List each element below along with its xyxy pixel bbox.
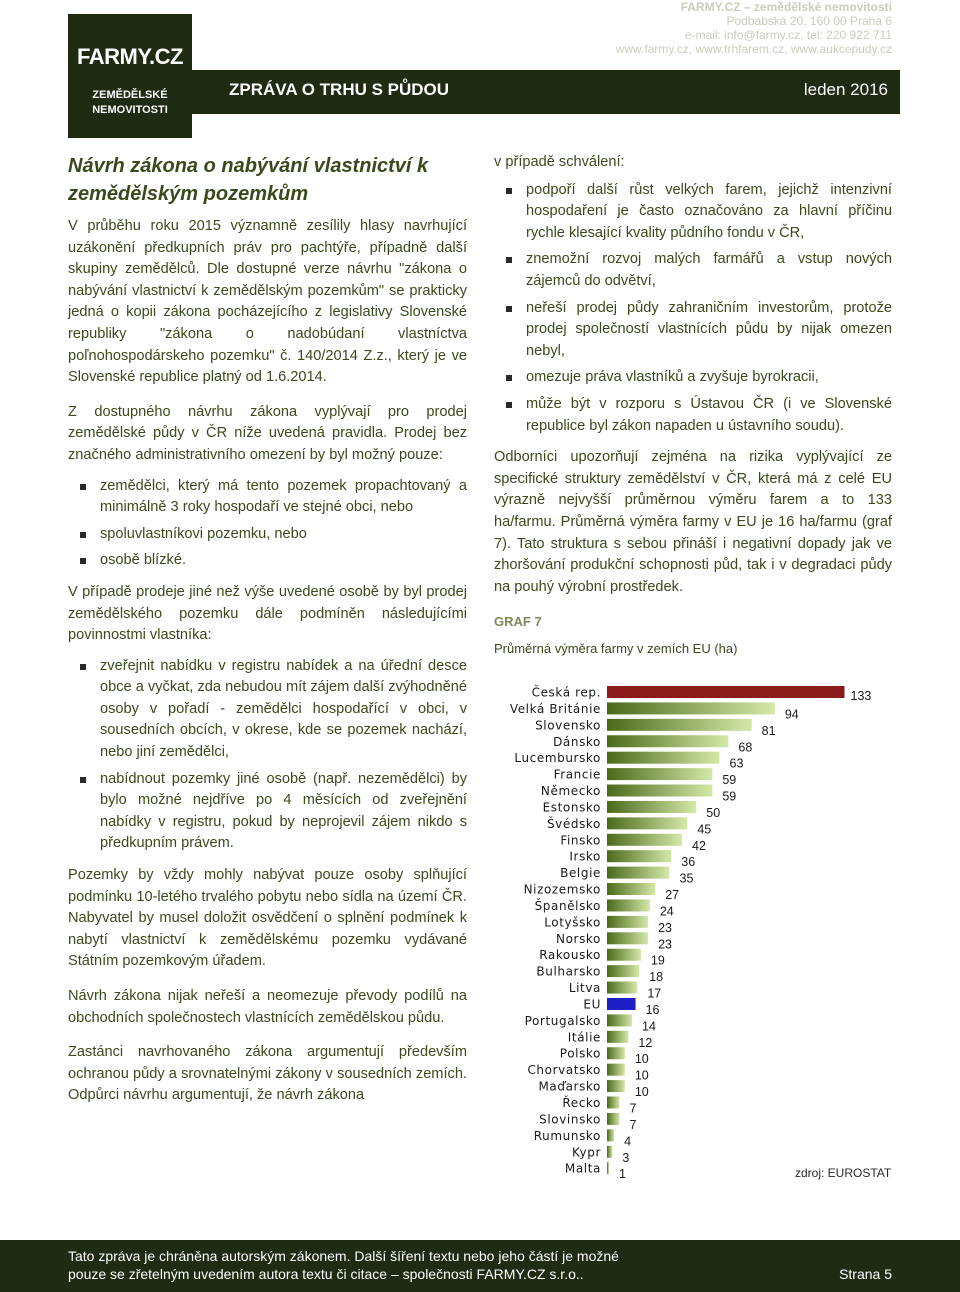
value-label: 10	[634, 1085, 649, 1100]
value-label: 7	[629, 1101, 637, 1116]
left-column	[68, 152, 467, 1120]
list-item: podpoří další růst velkých farem, jejichž intenzivní hospodaření je často označováno za hlavní příčinu rychle klesající kvality půdního fondu v ČR,	[494, 180, 892, 245]
category-label: Portugalsko	[524, 1013, 601, 1028]
category-label: Bulharsko	[536, 964, 601, 979]
category-label: Rumunsko	[533, 1128, 601, 1143]
bar	[607, 1162, 609, 1174]
category-label: Španělsko	[534, 898, 601, 913]
bar	[607, 785, 712, 797]
logo-sub-line-2: NEMOVITOSTI	[92, 104, 168, 116]
category-label: Belgie	[560, 866, 601, 881]
value-label: 94	[784, 707, 799, 722]
bar	[607, 1146, 612, 1158]
value-label: 133	[850, 689, 872, 703]
category-label: Řecko	[562, 1096, 601, 1110]
bar	[607, 1113, 620, 1125]
value-label: 18	[649, 970, 664, 985]
bar	[607, 1080, 625, 1092]
list-item: neřeší prodej půdy zahraničním investorům, protože prodej společností vlastnících půdu by nijak omezen nebyl,	[494, 298, 892, 363]
list-item: zemědělci, který má tento pozemek propachtovaný a minimálně 3 roky hospodaří ve stejné obci, nebo	[68, 476, 467, 519]
article-heading: Návrh zákona o nabývání vlastnictví k zemědělským pozemkům	[68, 155, 429, 205]
eligible-buyers-list	[68, 476, 467, 572]
value-label: 59	[722, 789, 737, 804]
category-label: EU	[583, 997, 601, 1012]
value-label: 4	[624, 1134, 632, 1149]
value-label: 63	[729, 756, 744, 771]
value-label: 19	[650, 953, 665, 968]
value-label: 3	[622, 1150, 630, 1165]
value-label: 23	[658, 920, 672, 935]
consequences-list	[494, 180, 892, 438]
value-label: 23	[658, 937, 672, 952]
category-label: Francie	[553, 767, 601, 782]
category-label: Nizozemsko	[523, 882, 601, 897]
value-label: 1	[619, 1167, 626, 1182]
value-label: 35	[679, 871, 694, 886]
list-item: znemožní rozvoj malých farmářů a vstup nových zájemců do odvětví,	[494, 249, 892, 292]
paragraph-4: Pozemky by vždy mohly nabývat pouze osoby splňující podmínku 10-letého trvalého pobytu nebo sídla na území ČR. Nabyvatel by musel doložit osvědčení o splnění podmínek k nabytí vlastnictví k zemědělskému pozemku vydávané Státním pozemkovým úřadem.	[68, 867, 467, 970]
bar	[607, 719, 752, 731]
page-number: Strana 5	[839, 1266, 892, 1282]
bar	[607, 916, 648, 928]
bar	[607, 768, 712, 780]
category-label: Lotyšsko	[544, 915, 601, 930]
bar	[607, 883, 655, 895]
category-label: Slovinsko	[539, 1112, 601, 1127]
paragraph-2: Z dostupného návrhu zákona vyplývají pro prodej zemědělské půdy v ČR níže uvedená pravidla. Prodej bez značného administrativního omezení by byl možný pouze:	[68, 403, 467, 463]
value-label: 59	[722, 773, 737, 788]
paragraph-1: V průběhu roku 2015 významně zesílily hlasy navrhující uzákonění předkupních práv pro pachtýře, případně další skupiny zemědělců. Dle dostupné verze návrhu "zákona o nabývání vlastnictví k zemědělským pozemkům" se prakticky jedná o kopii zákona pocházejícího z legislativy Slovenské republiky "zákona o nadobúdaní vlastníctva poľnohospodárskeho pozemku" č. 140/2014 Z.z., který je ve Slovenské republice platný od 1.6.2014.	[68, 218, 467, 386]
category-label: Velká Británie	[509, 701, 601, 716]
category-label: Norsko	[556, 931, 601, 946]
chart-number: GRAF 7	[494, 614, 542, 630]
copyright-line-2: pouze se zřetelným uvedením autora textu či citace – společnosti FARMY.CZ s.r.o..	[68, 1266, 584, 1282]
contact-line-4: www.farmy.cz, www.trhfarem.cz, www.aukcepudy.cz	[615, 42, 892, 56]
value-label: 16	[645, 1002, 660, 1017]
value-label: 50	[706, 805, 721, 820]
footer	[0, 1240, 960, 1292]
bar	[607, 1064, 625, 1076]
chart-source: zdroj: EUROSTAT	[795, 1166, 892, 1180]
value-label: 10	[634, 1052, 649, 1067]
logo-subtitle	[68, 88, 192, 118]
category-label: Chorvatsko	[527, 1063, 601, 1078]
report-date: leden 2016	[803, 80, 888, 99]
category-label: Irsko	[569, 849, 601, 864]
category-label: Maďarsko	[538, 1079, 601, 1094]
value-label: 81	[761, 723, 776, 738]
right-column	[494, 152, 892, 659]
logo-main-text: FARMY.CZ	[77, 44, 183, 69]
report-title: ZPRÁVA O TRHU S PŮDOU	[229, 80, 450, 99]
contact-line-2: Podbabská 20, 160 00 Praha 6	[726, 14, 892, 28]
bar	[607, 1014, 632, 1026]
experts-paragraph: Odborníci upozorňují zejména na rizika vyplývající ze specifické struktury zemědělství v ČR, která má z celé EU výrazně nejvyšší průměrnou výměru farem a to 133 ha/farmu. Průměrná výměra farmy v EU je 16 ha/farmu (graf 7). Tato struktura s sebou přináší i negativní dopady jak ve zhoršování produkční schopnosti půd, tak i v degradaci půdy na pouhý výrobní prostředek.	[494, 449, 892, 595]
bar	[607, 752, 720, 764]
bar	[607, 801, 696, 813]
chart-title: Průměrná výměra farmy v zemích EU (ha)	[494, 640, 738, 656]
paragraph-3: V případě prodeje jiné než výše uvedené osobě by byl prodej zemědělského pozemku dále podmíněn následujícími povinnostmi vlastníka:	[68, 583, 467, 644]
bar	[607, 735, 728, 747]
right-intro: v případě schválení:	[494, 154, 625, 170]
category-label: Dánsko	[553, 734, 601, 749]
value-label: 17	[647, 986, 662, 1001]
bar	[607, 998, 636, 1010]
list-item: zveřejnit nabídku v registru nabídek a na úřední desce obce a vyčkat, zda nebudou mít zájem další zvýhodněné osoby v pořadí - zemědělci hospodařící v obci, v sousedních obcích, v okrese, kde se pozemek nachází, nebo jiní zemědělci,	[68, 656, 467, 764]
list-item: může být v rozporu s Ústavou ČR (i ve Slovenské republice byl zákon napaden u ústavního soudu).	[494, 394, 892, 437]
value-label: 68	[738, 740, 753, 755]
value-label: 24	[659, 904, 674, 919]
list-item: omezuje práva vlastníků a zvyšuje byrokracii,	[494, 367, 892, 389]
paragraph-6: Zastánci navrhovaného zákona argumentují především ochranou půdy a srovnatelnými zákony v sousedních zemích. Odpůrci návrhu argumentují, že návrh zákona	[68, 1044, 467, 1104]
value-label: 42	[692, 838, 706, 853]
bar	[607, 686, 845, 698]
header-bar	[192, 70, 900, 114]
category-label: Slovensko	[535, 718, 601, 733]
value-label: 36	[681, 855, 696, 870]
value-label: 12	[638, 1035, 653, 1050]
category-label: Lucembursko	[514, 751, 601, 766]
list-item: spoluvlastníkovi pozemku, nebo	[68, 524, 467, 546]
category-label: Rakousko	[539, 948, 601, 963]
list-item: osobě blízké.	[68, 550, 467, 572]
bar	[607, 1031, 628, 1043]
category-label: Německo	[540, 784, 601, 799]
contact-block	[616, 0, 892, 56]
logo	[68, 14, 192, 138]
bar	[607, 965, 639, 977]
category-label: Itálie	[567, 1030, 601, 1045]
value-label: 27	[665, 888, 680, 903]
category-label: Kypr	[571, 1145, 601, 1160]
category-label: Malta	[564, 1161, 601, 1176]
paragraph-5: Návrh zákona nijak neřeší a neomezuje převody podílů na obchodních společnostech vlastnících zemědělskou půdu.	[68, 988, 467, 1026]
owner-duties-list	[68, 656, 467, 855]
farm-size-bar-chart	[500, 684, 900, 1184]
category-label: Finsko	[560, 833, 601, 848]
bar	[607, 834, 682, 846]
bar	[607, 899, 650, 911]
copyright-line-1: Tato zpráva je chráněna autorským zákonem. Další šíření textu nebo jeho částí je možné	[68, 1248, 619, 1264]
bar	[607, 932, 648, 944]
bar	[607, 850, 671, 862]
contact-line-3: e-mail: info@farmy.cz, tel: 220 922 711	[684, 28, 892, 42]
bar	[607, 817, 687, 829]
bar	[607, 1129, 614, 1141]
category-label: Litva	[568, 981, 601, 996]
bar	[607, 949, 641, 961]
bar	[607, 982, 637, 994]
value-label: 45	[697, 822, 712, 837]
bar	[607, 1047, 625, 1059]
contact-line-1: FARMY.CZ – zemědělské nemovitosti	[680, 0, 892, 14]
category-label: Česká rep.	[531, 685, 601, 700]
value-label: 7	[629, 1117, 637, 1132]
bar	[607, 702, 775, 714]
value-label: 10	[634, 1068, 649, 1083]
category-label: Polsko	[559, 1046, 601, 1061]
category-label: Švédsko	[546, 816, 601, 831]
logo-sub-line-1: ZEMĚDĚLSKÉ	[92, 89, 168, 101]
bar	[607, 1097, 620, 1109]
value-label: 14	[642, 1019, 656, 1034]
bar	[607, 867, 670, 879]
category-label: Estonsko	[542, 800, 601, 815]
list-item: nabídnout pozemky jiné osobě (např. nezemědělci) by bylo možné nejdříve po 4 měsících od zveřejnění nabídky v registru, pokud by neprojevil zájem nikdo s předkupním právem.	[68, 769, 467, 855]
